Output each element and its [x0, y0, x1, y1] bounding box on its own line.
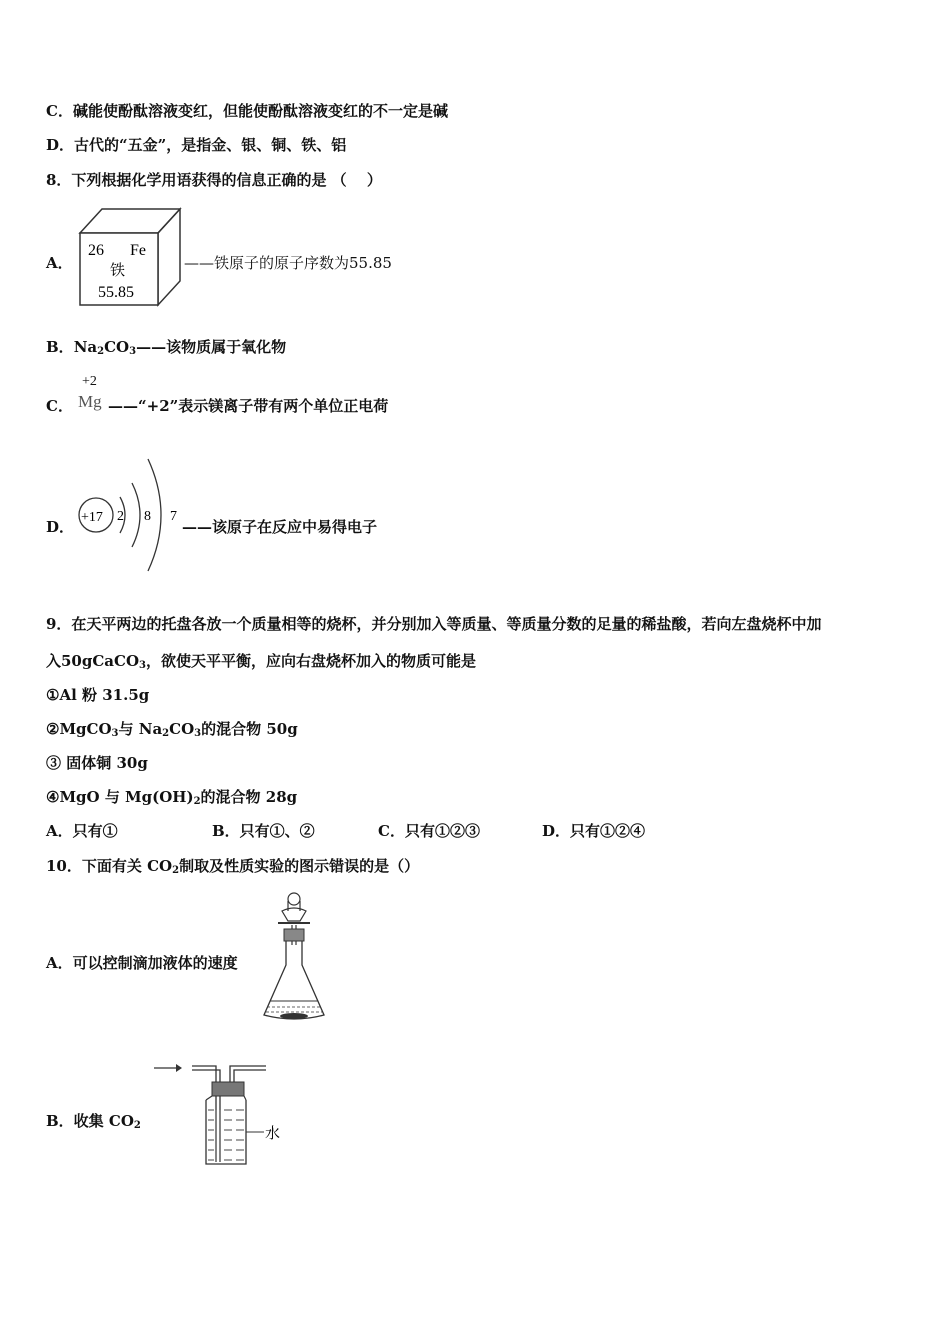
element-symbol: Fe	[130, 242, 146, 259]
valence-charge: +2	[82, 374, 97, 389]
shell-1-electrons: 2	[117, 509, 124, 524]
q9-stem-line1: 9．在天平两边的托盘各放一个质量相等的烧杯，并分别加入等质量、等质量分数的足量的稀盐酸，若向左盘烧杯中加	[46, 615, 822, 633]
q8-c-label: C．	[46, 397, 73, 415]
q8-d-label: D．	[46, 518, 75, 536]
q9-item-3: ③ 固体铜 30g	[46, 754, 148, 772]
mg-symbol: Mg	[78, 392, 102, 411]
q9-choice-a: A．只有①	[46, 822, 118, 840]
q9-item-2: ②MgCO$_3$与 $Na_2CO_3$的混合物 50g	[46, 720, 298, 739]
atomic-mass: 55.85	[98, 284, 134, 301]
q10-b-text: B．收集 $CO_2$	[46, 1112, 141, 1131]
water-label: 水	[265, 1124, 281, 1142]
q8-c-text: ——“+2”表示镁离子带有两个单位正电荷	[108, 397, 389, 415]
atom-structure-diagram	[76, 455, 186, 573]
q10-a-text: A．可以控制滴加液体的速度	[46, 954, 238, 972]
q9-item-4: ④MgO 与 $Mg(OH)_2$的混合物 28g	[46, 788, 298, 807]
conical-flask-apparatus	[258, 885, 330, 1025]
shell-2-electrons: 8	[144, 509, 151, 524]
q9-choice-b: B．只有①、②	[212, 822, 315, 840]
q8-b-text: ——该物质属于氧化物	[136, 338, 287, 356]
q8-b-label: B．	[46, 338, 74, 356]
q10-stem: 10．下面有关 $CO_2$制取及性质实验的图示错误的是（）	[46, 857, 420, 876]
q9-item-1: ①Al 粉 31.5g	[46, 686, 150, 704]
shell-3-electrons: 7	[170, 509, 177, 524]
q9-stem-line2: 入50gCaCO$_3$，欲使天平平衡，应向右盘烧杯加入的物质可能是	[46, 652, 477, 671]
atomic-number: 26	[88, 242, 104, 259]
element-name: 铁	[110, 261, 126, 279]
q8-a-label: A．	[46, 254, 73, 272]
q8-d-text: ——该原子在反应中易得电子	[182, 518, 378, 536]
nucleus-charge: +17	[81, 510, 103, 525]
q8-a-text: ——铁原子的原子序数为55.85	[184, 254, 392, 272]
q7-option-d: D．古代的“五金”，是指金、银、铜、铁、铝	[46, 136, 347, 154]
q7-option-c: C．碱能使酚酞溶液变红，但能使酚酞溶液变红的不一定是碱	[46, 102, 448, 120]
q9-choice-c: C．只有①②③	[378, 822, 480, 840]
gas-collection-bottle	[152, 1058, 292, 1170]
element-cell-figure	[76, 205, 184, 307]
q8-b-option: B．$Na_2CO_3——$该物质属于氧化物	[46, 338, 287, 357]
q9-choice-d: D．只有①②④	[542, 822, 646, 840]
q8-stem: 8．下列根据化学用语获得的信息正确的是 （ ）	[46, 171, 382, 189]
